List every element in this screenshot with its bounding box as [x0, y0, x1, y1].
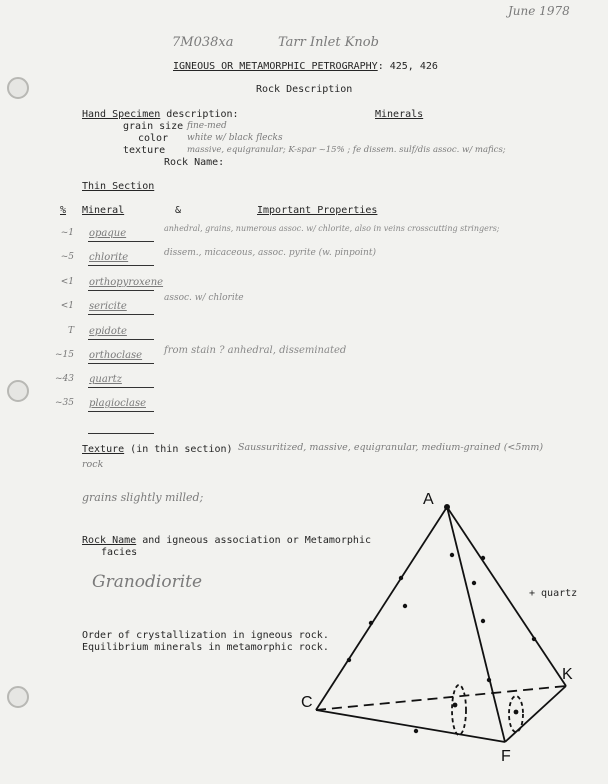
- mineral-2: chlorite: [89, 252, 129, 263]
- texture-thin-value-3: grains slightly milled;: [82, 491, 204, 504]
- edge-point: [532, 637, 536, 641]
- vertex-label-c: C: [301, 694, 313, 711]
- grain-size-value: fine-med: [187, 121, 227, 131]
- col-pct: %: [60, 205, 67, 216]
- hand-rock-name-label: Rock Name:: [164, 157, 225, 168]
- edge-c-f: [316, 710, 505, 742]
- col-and: &: [175, 205, 182, 216]
- edge-point: [399, 576, 403, 580]
- pct-6: ~15: [55, 350, 74, 360]
- sample-location: Tarr Inlet Knob: [278, 35, 379, 50]
- ellipse-plot-1: [452, 685, 466, 735]
- edge-point: [481, 556, 485, 560]
- quartz-apex-label: + quartz: [529, 588, 578, 599]
- color-value: white w/ black flecks: [187, 133, 283, 143]
- hand-specimen-heading: Hand Specimen: [82, 109, 161, 120]
- mineral-3: orthopyroxene: [89, 277, 164, 288]
- mineral-7: quartz: [89, 374, 122, 385]
- interior-point: [403, 604, 407, 608]
- pct-5: T: [67, 326, 74, 336]
- texture-thin-label: Texture: [82, 444, 125, 455]
- minerals-label: Minerals: [375, 109, 424, 120]
- texture-thin-value-1: Saussuritized, massive, equigranular, medium-grained (<5mm): [238, 442, 544, 453]
- edge-point: [481, 619, 485, 623]
- pct-4: <1: [60, 301, 74, 311]
- vertex-label-a: A: [423, 491, 434, 508]
- date-handwritten: June 1978: [508, 4, 570, 18]
- texture-label: texture: [123, 145, 166, 156]
- thin-section-heading: Thin Section: [82, 181, 155, 192]
- col-properties: Important Properties: [257, 205, 378, 216]
- props-2: dissem., micaceous, assoc. pyrite (w. pinpoint): [164, 248, 376, 258]
- vertex-label-f: F: [501, 748, 511, 765]
- props-4: assoc. w/ chlorite: [164, 293, 244, 303]
- rock-name-label: Rock Name: [82, 535, 137, 546]
- mineral-6: orthoclase: [89, 350, 143, 361]
- order-line-1: Order of crystallization in igneous rock.: [82, 630, 329, 641]
- pct-7: ~43: [55, 374, 74, 384]
- hand-specimen-heading-line: Hand Specimen description:: [82, 109, 239, 120]
- rock-name-value: Granodiorite: [92, 572, 203, 592]
- edge-point: [487, 678, 491, 682]
- texture-thin-value-2: rock: [82, 459, 104, 470]
- props-6: from stain ? anhedral, disseminated: [164, 345, 347, 356]
- mineral-4: sericite: [89, 301, 127, 312]
- pct-1: ~1: [60, 228, 74, 238]
- edge-f-k: [505, 686, 566, 742]
- col-mineral: Mineral: [82, 205, 125, 216]
- texture-thin-label-line: Texture (in thin section): [82, 444, 233, 455]
- plot-point-2: [514, 710, 519, 715]
- color-label: color: [138, 133, 169, 144]
- vertex-point-a: [444, 504, 450, 510]
- form-title: IGNEOUS OR METAMORPHIC PETROGRAPHY: [173, 61, 378, 72]
- mineral-5: epidote: [89, 326, 127, 337]
- rock-name-section-line2: facies: [101, 547, 138, 558]
- mineral-8: plagioclase: [89, 398, 146, 409]
- edge-c-k-hidden: [316, 686, 566, 710]
- edge-point: [414, 729, 418, 733]
- form-numbers: : 425, 426: [377, 61, 438, 72]
- rock-description-subtitle: Rock Description: [256, 84, 353, 95]
- plot-point-1: [453, 703, 458, 708]
- vertex-label-k: K: [562, 666, 573, 683]
- pct-2: ~5: [60, 252, 74, 262]
- mineral-1: opaque: [89, 228, 127, 239]
- edge-a-c: [316, 507, 447, 710]
- edge-point: [472, 581, 476, 585]
- edge-point: [347, 658, 351, 662]
- rock-name-section-line1: Rock Name and igneous association or Metamorphic: [82, 535, 371, 546]
- props-1: anhedral, grains, numerous assoc. w/ chlorite, also in veins crosscutting stringers;: [164, 224, 500, 233]
- texture-value: massive, equigranular; K-spar ~15% ; fe dissem. sulf/dis assoc. w/ mafics;: [187, 145, 506, 155]
- grain-size-label: grain size: [123, 121, 184, 132]
- edge-point: [369, 621, 373, 625]
- sample-number: 7M038xa: [172, 35, 234, 50]
- interior-point: [450, 553, 454, 557]
- order-line-2: Equilibrium minerals in metamorphic rock.: [82, 642, 329, 653]
- pct-3: <1: [60, 277, 74, 287]
- pct-8: ~35: [55, 398, 74, 408]
